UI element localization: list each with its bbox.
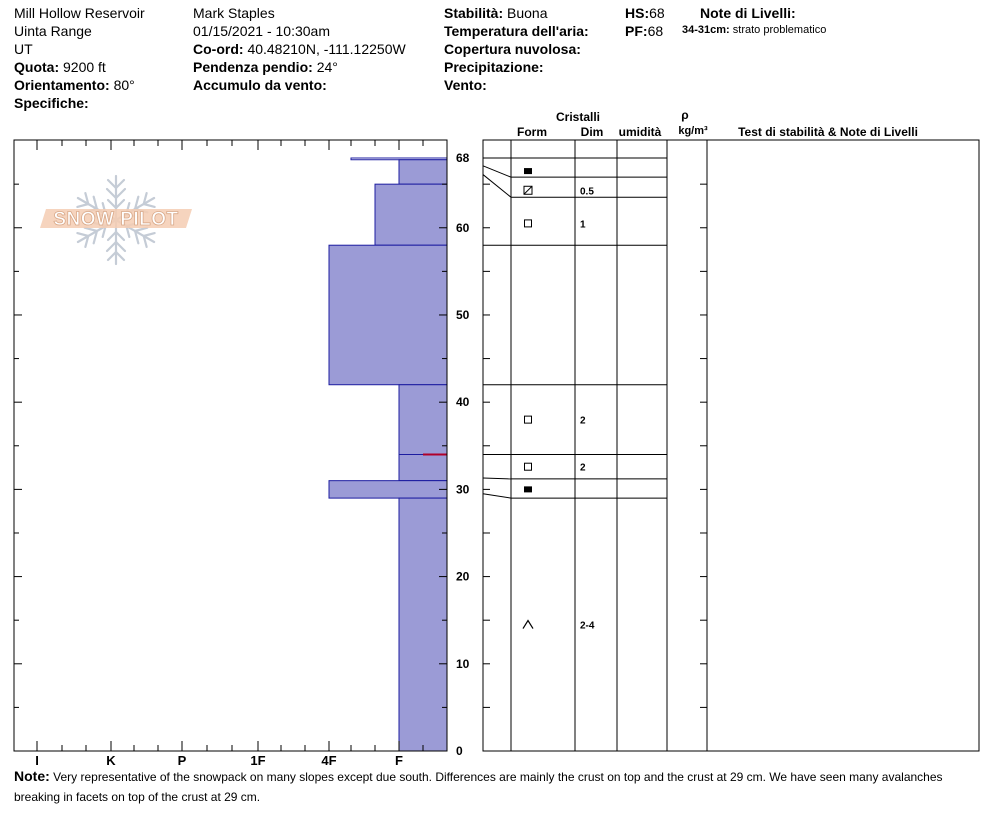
- observation-datetime: 01/15/2021 - 10:30am: [193, 23, 330, 39]
- state-name: UT: [14, 41, 33, 57]
- filled-square-icon: [524, 486, 532, 492]
- depth-label: 30: [456, 482, 470, 497]
- stability-notes-header: Test di stabilità & Note di Livelli: [738, 125, 918, 139]
- depth-label: 50: [456, 307, 470, 322]
- hardness-label-1F: 1F: [250, 753, 266, 768]
- air-temp-label: Temperatura dell'aria:: [444, 23, 589, 39]
- stability-value: Buona: [507, 5, 548, 21]
- range-name: Uinta Range: [14, 23, 92, 39]
- hs-value: 68: [649, 5, 665, 21]
- note-label: Note:: [14, 768, 50, 784]
- elevation-label: Quota:: [14, 59, 60, 75]
- crystal-size-3: 2: [580, 415, 586, 427]
- hardness-layer-5: [399, 455, 447, 481]
- form-header: Form: [517, 125, 547, 139]
- density-unit-header: kg/m³: [678, 125, 708, 137]
- hardness-label-P: P: [177, 753, 187, 768]
- depth-label: 10: [456, 656, 470, 671]
- logo-text: SNOW PILOT: [53, 209, 179, 230]
- hardness-axis-ticks: [14, 140, 707, 751]
- hardness-layer-3: [329, 245, 447, 385]
- hatched-square-stroke: [524, 186, 532, 194]
- wind-label: Vento:: [444, 77, 487, 93]
- hardness-layer-7: [399, 498, 447, 751]
- coord-value: 40.48210N, -111.12250W: [247, 41, 406, 57]
- elevation-value: 9200 ft: [63, 59, 106, 75]
- wind-loading-label: Accumulo da vento:: [193, 77, 327, 93]
- open-square-icon: [525, 463, 532, 470]
- slope-label: Pendenza pendio:: [193, 59, 313, 75]
- crystal-cells: [523, 168, 595, 631]
- depth-label: 20: [456, 569, 470, 584]
- layer-connector: [483, 478, 511, 479]
- precipitation-label: Precipitazione:: [444, 59, 544, 75]
- open-square-icon: [525, 416, 532, 423]
- cloud-cover-label: Copertura nuvolosa:: [444, 41, 581, 57]
- size-header: Dim: [580, 125, 604, 139]
- caret-icon: [523, 621, 533, 629]
- pf-value: 68: [647, 23, 664, 39]
- aspect-value: 80°: [113, 77, 135, 93]
- location-name: Mill Hollow Reservoir: [14, 5, 145, 21]
- crystal-size-2: 1: [580, 219, 586, 231]
- hardness-label-I: I: [35, 753, 39, 768]
- crystal-size-1: 0.5: [580, 186, 594, 198]
- crystal-size-4: 2: [580, 462, 586, 474]
- layer-notes-label: Note di Livelli:: [700, 5, 796, 21]
- slope-value: 24°: [316, 59, 338, 75]
- filled-square-icon: [524, 168, 532, 174]
- hs-label: HS:: [625, 5, 650, 21]
- depth-label: 0: [456, 744, 463, 758]
- observer-name: Mark Staples: [193, 5, 275, 21]
- aspect-label: Orientamento:: [14, 77, 110, 93]
- hardness-label-4F: 4F: [321, 753, 337, 768]
- depth-label: 40: [456, 395, 470, 410]
- open-square-icon: [525, 220, 532, 227]
- stability-label: Stabilità:: [444, 5, 504, 21]
- depth-label: 60: [456, 220, 470, 235]
- hardness-layer-2: [375, 184, 447, 245]
- crystal-table-frame: [483, 140, 979, 751]
- note-text: Very representative of the snowpack on many slopes except due south. Differences are mainly the crust on top and the crust at 29 cm. We have seen many avalanches breaking in facets on top of the crust at 29 cm.: [14, 770, 943, 804]
- rho-header: ρ: [681, 108, 689, 122]
- layer-connector: [483, 175, 511, 198]
- moisture-header: umidità: [618, 125, 662, 139]
- crystals-header: Cristalli: [555, 110, 601, 124]
- layer-note-text: strato problematico: [732, 24, 827, 36]
- layer-note-range: 34-31cm:: [682, 24, 730, 36]
- hardness-layer-4: [399, 385, 447, 455]
- hardness-label-F: F: [395, 753, 403, 768]
- depth-axis-labels: [456, 151, 470, 758]
- coord-label: Co-ord:: [193, 41, 244, 57]
- pf-label: PF:: [625, 23, 648, 39]
- specifics-label: Specifiche:: [14, 95, 89, 111]
- depth-label: 68: [456, 151, 470, 165]
- hardness-label-K: K: [106, 753, 116, 768]
- note-block: [14, 766, 974, 807]
- crystal-size-6: 2-4: [580, 620, 595, 632]
- layer-connector: [483, 494, 511, 498]
- hardness-layer-1: [399, 160, 447, 184]
- hardness-layer-6: [329, 481, 447, 498]
- layer-connector: [483, 166, 511, 177]
